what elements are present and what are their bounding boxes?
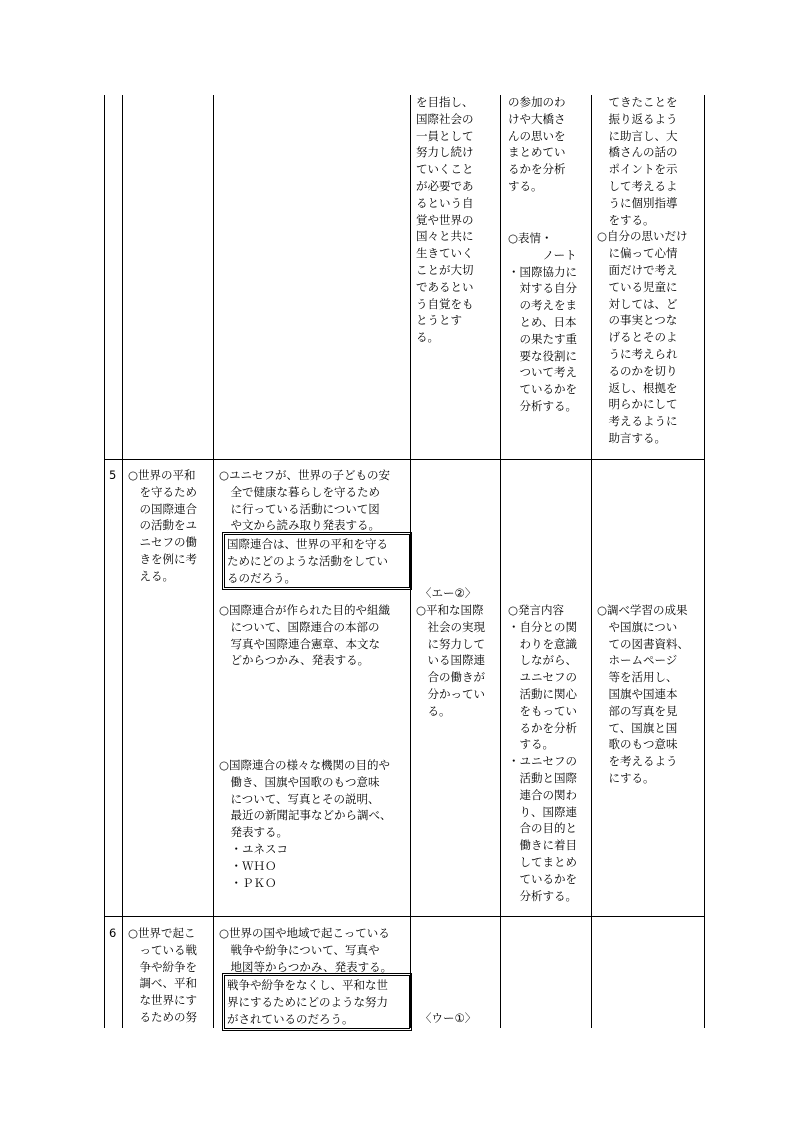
row6-number: 6 [109,926,117,940]
table-divider-eval [591,95,592,1028]
row5-activity-2: ○国際連合が作られた目的や組織 について、国際連合の本部の 写真や国際連合憲章、本文な どからつかみ、発表する。 [219,603,391,668]
row-top-eval-bottom: ○表情・ ノート ・国際協力に 対する自分 の考えをま とめ、日本 の果たす重 要な役割に ついて考え ているかを 分析する。 [508,231,577,413]
row5-theme: ○世界の平和 を守るため の国際連合 の活動をユ ニセフの働 きを例に考 える。 [128,468,197,583]
row-top-goal: を目指し、 国際社会の 一員として 努力し続け ていくこと が必要であ るという自 覚や世界の 国々と共に 生きていく ことが大切 であるとい う自覚をも とうとす る。 [416,95,474,345]
table-border-right [704,95,705,1028]
table-divider-theme [213,95,214,1028]
row-separator-6 [104,916,705,917]
row6-theme: ○世界で起こ っている戦 争や紛争を 調べ、平和 な世界にす るための努 [128,926,197,1024]
row5-number: 5 [109,468,117,482]
row5-eval: ○発言内容 ・自分との関 わりを意識 しながら、 ユニセフの 活動に関心 をもってい るかを分析 する。 ・ユニセフの 活動と国際 連合の関わ り、国際連 合の目的と 働きに着目 してまとめ ているかを 分析する。 [508,603,577,903]
row5-code: 〈エー②〉 [420,586,477,600]
row-top-support: てきたことを 振り返るよう に助言し、大 橋さんの話の ポイントを示 して考えるよ うに個別指導 をする。 ○自分の思いだけ に偏って心情 面だけで考え ている児童に 対しては、ど の事実とつな げるとそのよ うに考えられ るのかを切り 返し、根拠を 明らかにして 考えるように 助言する。 [597,95,688,445]
row6-code: 〈ウー①〉 [420,1011,477,1025]
row6-activity-1: ○世界の国や地域で起こっている 戦争や紛争について、写真や 地図等からつかみ、発表する。 [219,926,393,974]
row-top-eval-top: の参加のわ けや大橋さ んの思いを まとめてい るかを分析 する。 [508,95,566,193]
row5-question: 国際連合は、世界の平和を守る ためにどのような活動をしてい るのだろう。 [227,537,388,585]
row5-support: ○調べ学習の成果 や国旗につい ての図書資料、 ホームページ 等を活用し、 国旗や国連本 部の写真を見 て、国旗と国 歌のもつ意味 を考えるよう にする。 [597,603,689,785]
row6-question-box [222,973,412,1031]
row5-activity-1: ○ユニセフが、世界の子どもの安 全で健康な暮らしを守るため に行っている活動について図 や文から読み取り発表する。 [219,468,391,533]
row-separator-5 [104,459,705,460]
table-divider-goal [500,95,501,1028]
row5-activity-3: ○国際連合の様々な機関の目的や 働き、国旗や国歌のもつ意味 について、写真とその説明、 最近の新聞記事などから調べ、 発表する。 ・ユネスコ ・ＷＨＯ ・ＰＫＯ [219,758,392,890]
row5-goal: ○平和な国際 社会の実現 に努力して いる国際連 合の働きが 分かってい る。 [416,603,485,718]
row5-question-box [222,532,412,590]
row6-question: 戦争や紛争をなくし、平和な世 界にするためにどのような努力 がされているのだろう。 [227,978,388,1026]
table-border-left [104,95,105,1028]
table-divider-number [122,95,123,1028]
